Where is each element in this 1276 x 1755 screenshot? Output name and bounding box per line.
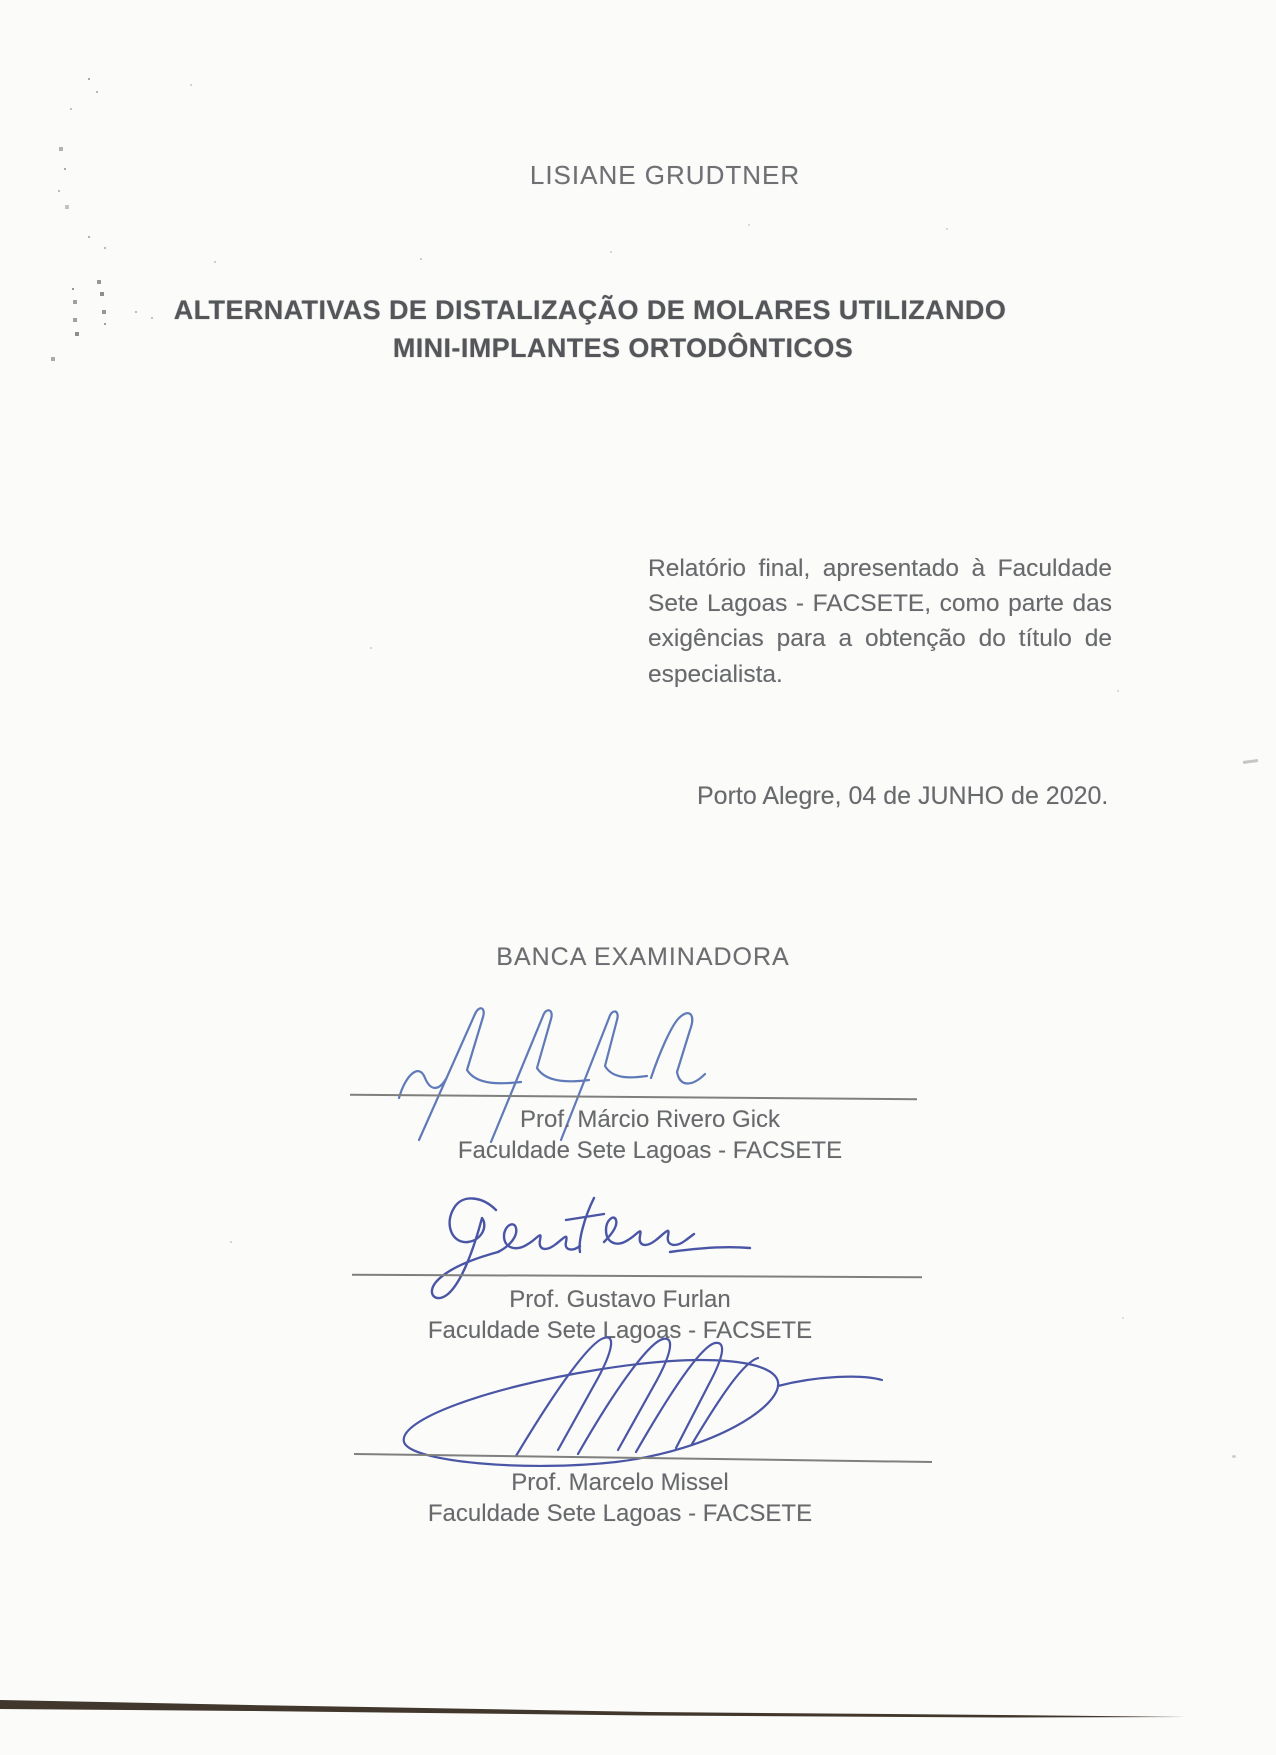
committee-member-affiliation: Faculdade Sete Lagoas - FACSETE bbox=[457, 1137, 843, 1164]
date-line: Porto Alegre, 04 de JUNHO de 2020. bbox=[697, 782, 1109, 810]
committee-member-affiliation: Faculdade Sete Lagoas - FACSETE bbox=[427, 1317, 813, 1344]
presentation-note-line: especialista. bbox=[648, 660, 783, 688]
committee-member-name: Prof. Gustavo Furlan bbox=[509, 1286, 731, 1313]
author-name: LISIANE GRUDTNER bbox=[529, 160, 801, 190]
committee-member-name: Prof. Márcio Rivero Gick bbox=[519, 1106, 781, 1133]
committee-heading: BANCA EXAMINADORA bbox=[496, 943, 790, 971]
thesis-title-line1: ALTERNATIVAS DE DISTALIZAÇÃO DE MOLARES UTILIZANDO bbox=[173, 295, 1007, 325]
presentation-note-line: exigências para a obtenção do título de bbox=[648, 625, 1112, 653]
committee-member-affiliation: Faculdade Sete Lagoas - FACSETE bbox=[427, 1500, 813, 1527]
presentation-note-line: Sete Lagoas - FACSETE, como parte das bbox=[648, 590, 1112, 618]
thesis-title-line2: MINI-IMPLANTES ORTODÔNTICOS bbox=[392, 333, 854, 363]
committee-member-name: Prof. Marcelo Missel bbox=[511, 1469, 729, 1496]
presentation-note-line: Relatório final, apresentado à Faculdade bbox=[648, 555, 1112, 582]
